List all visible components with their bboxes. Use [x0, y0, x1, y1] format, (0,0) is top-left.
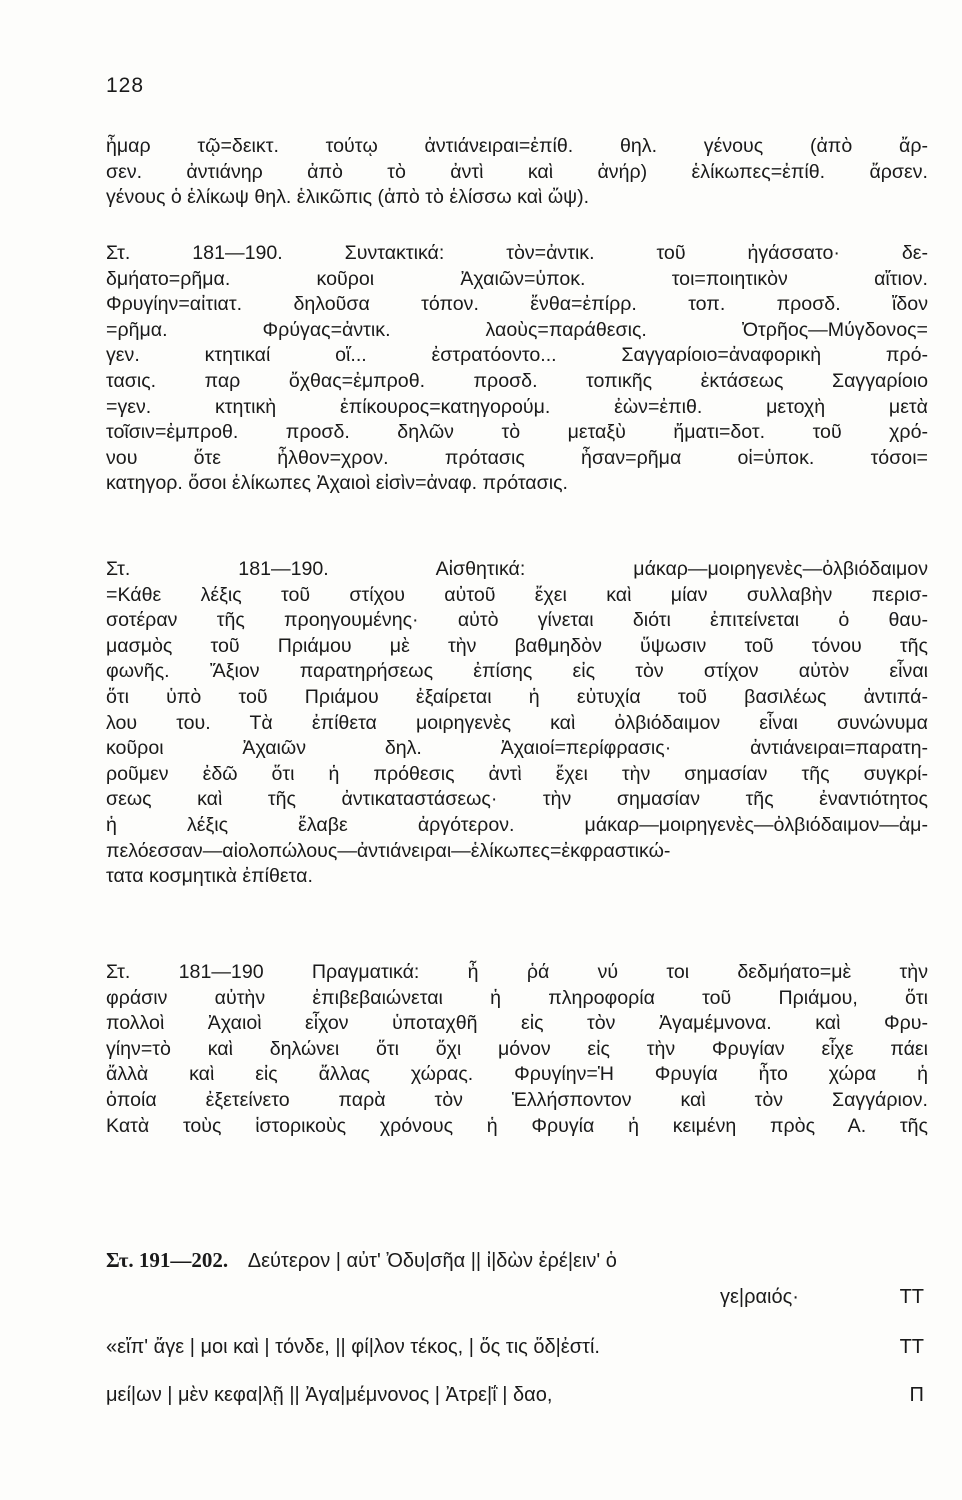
text-line: γεν. κτητικαί οἵ... ἐστρατόοντο... Σαγγαρίοιο=ἀναφορικὴ πρό- [106, 344, 928, 367]
verse-line [106, 1384, 928, 1414]
text-line: κοῦροι Ἀχαιῶν δηλ. Ἀχαιοί=περίφρασις· ἀντιάνειραι=παρατη- [106, 737, 928, 760]
text-line: σεως καὶ τῆς ἀντικαταστάσεως· τὴν σημασίαν τῆς ἐναντιότητος [106, 788, 928, 811]
text-line: δμήατο=ρῆμα. κοῦροι Ἀχαιῶν=ὑποκ. τοι=ποιητικὸν αἴτιον. [106, 267, 928, 290]
text-line: κατηγορ. ὅσοι ἑλίκωπες Ἀχαιοὶ εἰσὶν=ἀναφ. πρότασις. [106, 472, 568, 495]
text-line: Κατὰ τοὺς ἱστορικοὺς χρόνους ἡ Φρυγία ἡ κειμένη πρὸς Α. τῆς [106, 1114, 928, 1137]
text-line: σεν. ἀντιάνηρ ἀπὸ τὸ ἀντὶ καὶ ἀνήρ) ἑλίκωπες=ἐπίθ. ἄρσεν. [106, 160, 928, 183]
text-line: Φρυγίην=αἰτιατ. δηλοῦσα τόπον. ἔνθα=ἐπίρρ. τοπ. προσδ. ἴδον [106, 293, 928, 316]
text-line: φράσιν αὐτὴν ἐπιβεβαιώνεται ἡ πληροφορία τοῦ Πριάμου, ὅτι [106, 986, 928, 1009]
text-line: =ρῆμα. Φρύγας=ἀντικ. λαοὺς=παράθεσις. Ὀτρῆος—Μύγδονος= [106, 318, 928, 341]
text-line: λου του. Τὰ ἐπίθετα μοιρηγενὲς καὶ ὀλβιόδαιμον εἶναι συνώνυμα [106, 711, 928, 734]
text-line: φωνῆς. Ἄξιον παρατηρήσεως ἐπίσης εἰς τὸν στίχον αὐτὸν εἶναι [106, 660, 928, 683]
text-line: πολλοὶ Ἀχαιοὶ εἶχον ὑποταχθῆ εἰς τὸν Ἀγαμέμνονα. καὶ Φρυ- [106, 1012, 928, 1035]
text-line: =Κάθε λέξις τοῦ στίχου αὐτοῦ ἔχει καὶ μίαν συλλαβὴν περισ- [106, 583, 928, 606]
verse-line [106, 1286, 928, 1316]
text-line: ὅτι ὑπὸ τοῦ Πριάμου ἐξαίρεται ἡ εὐτυχία τοῦ βασιλέως ἀντιπά- [106, 685, 928, 708]
text-line: σοτέραν τῆς προηγουμένης· αὐτὸ γίνεται διότι ἐπιτείνεται ὁ θαυ- [106, 609, 928, 632]
verse-heading: Στ. 191—202. [106, 1248, 229, 1272]
text-line: ἡ λέξις ἔλαβε ἀργότερον. μάκαρ—μοιρηγενὲς—ὀλβιόδαιμον—ἀμ- [106, 813, 928, 836]
text-line: τατα κοσμητικὰ ἐπίθετα. [106, 865, 313, 888]
verse-text: «εἴπ' ἄγε | μοι καὶ | τόνδε, || φί|λον τέκος, | ὅς τις ὅδ|ἐστί. [106, 1336, 600, 1358]
text-line: =γεν. κτητικὴ ἐπίκουρος=κατηγορούμ. ἐὼν=ἐπιθ. μετοχὴ μετὰ [106, 395, 928, 418]
verse-block [106, 1248, 928, 1418]
paragraph-glossary [106, 134, 928, 211]
verse-mark: ΤΤ [899, 1286, 924, 1308]
text-line: τασις. παρ ὄχθας=ἐμπροθ. προσδ. τοπικῆς ἐκτάσεως Σαγγαρίοιο [106, 369, 928, 392]
text-line: Στ. 181—190 Πραγματικά: ἦ ῥά νύ τοι δεδμήατο=μὲ τὴν [106, 961, 928, 983]
text-line: Στ. 181—190. Αἰσθητικά: μάκαρ—μοιρηγενὲς—ὀλβιόδαιμον [106, 558, 928, 580]
text-line: ἄλλὰ καὶ εἰς ἄλλας χώρας. Φρυγίην=Ἡ Φρυγία ἦτο χώρα ἡ [106, 1063, 928, 1086]
text-line: ροῦμεν ἐδῶ ὅτι ἡ πρόθεσις ἀντὶ ἔχει τὴν σημασίαν τῆς συγκρί- [106, 762, 928, 785]
text-line: ἦμαρ τῷ=δεικτ. τούτῳ ἀντιάνειραι=ἐπίθ. θηλ. γένους (ἀπὸ ἄρ- [106, 135, 928, 157]
verse-mark: Π [909, 1384, 924, 1406]
verse-text: Δεύτερον | αὐτ' Ὀδυ|σῆα || ἰ|δὼν ἐρέ|ειν' ὁ [247, 1250, 617, 1272]
page-number: 128 [106, 74, 145, 97]
verse-text: μεί|ων | μὲν κεφα|λῇ || Ἀγα|μέμνονος | Ἀτρε|ΐ | δαο, [106, 1384, 553, 1406]
text-line: γένους ὁ ἑλίκωψ θηλ. ἑλικῶπις (ἀπὸ τὸ ἑλίσσω καὶ ὤψ). [106, 186, 590, 209]
paragraph-syntax [106, 241, 928, 497]
text-line: νου ὅτε ἦλθον=χρον. πρότασις ἦσαν=ρῆμα οἱ=ὑποκ. τόσοι= [106, 446, 928, 469]
verse-line [106, 1248, 928, 1278]
text-line: γίην=τὸ καὶ δηλώνει ὅτι ὄχι μόνον εἰς τὴν Φρυγίαν εἶχε πάει [106, 1037, 928, 1060]
verse-text: γε|ραιός· [720, 1286, 799, 1308]
text-line: Στ. 181—190. Συντακτικά: τὸν=ἀντικ. τοῦ ἠγάσσατο· δε- [106, 242, 928, 264]
paragraph-facts [106, 960, 928, 1139]
text-line: πελόεσσαν—αἰολοπώλους—ἀντιάνειραι—ἑλίκωπες=ἐκφραστικώ- [106, 839, 671, 862]
paragraph-aesthetics [106, 557, 928, 890]
text-line: τοῖσιν=ἐμπροθ. προσδ. δηλῶν τὸ μεταξὺ ἤματι=δοτ. τοῦ χρό- [106, 421, 928, 444]
verse-line [106, 1336, 928, 1366]
verse-mark: ΤΤ [899, 1336, 924, 1358]
text-line: ὁποία ἐξετείνετο παρὰ τὸν Ἑλλήσποντον καὶ τὸν Σαγγάριον. [106, 1088, 928, 1111]
text-line: μασμὸς τοῦ Πριάμου μὲ τὴν βαθμηδὸν ὕψωσιν τοῦ τόνου τῆς [106, 634, 928, 657]
